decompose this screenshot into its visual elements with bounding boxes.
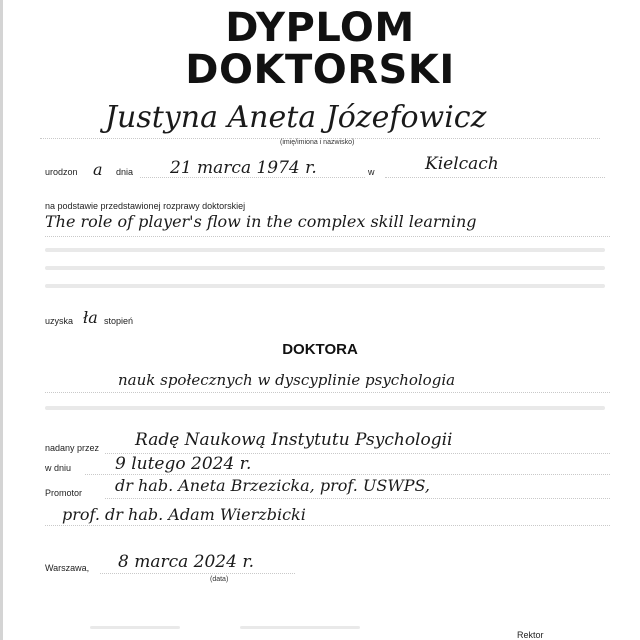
issue-date-line — [100, 573, 295, 574]
thesis-line-4 — [45, 284, 605, 288]
rector-label: Rektor — [517, 630, 544, 640]
awarded-by-label: nadany przez — [45, 443, 100, 453]
promoter-line-a — [105, 498, 610, 499]
title-line-2: DOKTORSKI — [185, 47, 455, 93]
thesis-label: na podstawie przedstawionej rozprawy doktorskiej — [45, 201, 246, 211]
born-suffix: a — [93, 160, 103, 179]
obtained-suffix: ła — [83, 308, 98, 327]
thesis-title: The role of player's flow in the complex skill learning — [45, 212, 477, 231]
field-line-1 — [45, 392, 610, 393]
title-line-1: DYPLOM — [225, 5, 415, 51]
thesis-line-2 — [45, 248, 605, 252]
awarded-by: Radę Naukową Instytutu Psychologii — [135, 430, 453, 450]
bottom-mark-mid — [240, 626, 360, 629]
promoter-line-2: prof. dr hab. Adam Wierzbicki — [62, 505, 306, 524]
in-label: w — [368, 167, 375, 177]
obtained-label: uzyska — [45, 316, 74, 326]
city-label: Warszawa, — [45, 563, 90, 573]
field-line-2 — [45, 406, 605, 410]
promoter-line-b — [45, 525, 610, 526]
on-day-label: w dniu — [45, 463, 72, 473]
degree-title: DOKTORA — [282, 341, 358, 358]
birth-date: 21 marca 1974 r. — [170, 158, 317, 178]
field: nauk społecznych w dyscyplinie psychologia — [118, 371, 456, 389]
day-label: dnia — [116, 167, 134, 177]
full-name: Justyna Aneta Józefowicz — [105, 100, 487, 135]
promoter-label: Promotor — [45, 488, 83, 498]
bottom-mark-left — [90, 626, 180, 629]
birth-place: Kielcach — [425, 154, 499, 174]
page-edge — [0, 0, 3, 640]
name-caption: (imię/imiona i nazwisko) — [280, 139, 355, 146]
award-date-line — [85, 474, 610, 475]
promoter-line-1: dr hab. Aneta Brzezicka, prof. USWPS, — [115, 476, 431, 495]
thesis-line-3 — [45, 266, 605, 270]
birth-place-line — [385, 177, 605, 178]
date-caption: (data) — [210, 576, 229, 583]
issue-date: 8 marca 2024 r. — [118, 552, 254, 572]
degree-label: stopień — [104, 316, 134, 326]
thesis-line-1 — [45, 236, 610, 237]
born-label: urodzon — [45, 167, 78, 177]
award-date: 9 lutego 2024 r. — [115, 454, 252, 474]
